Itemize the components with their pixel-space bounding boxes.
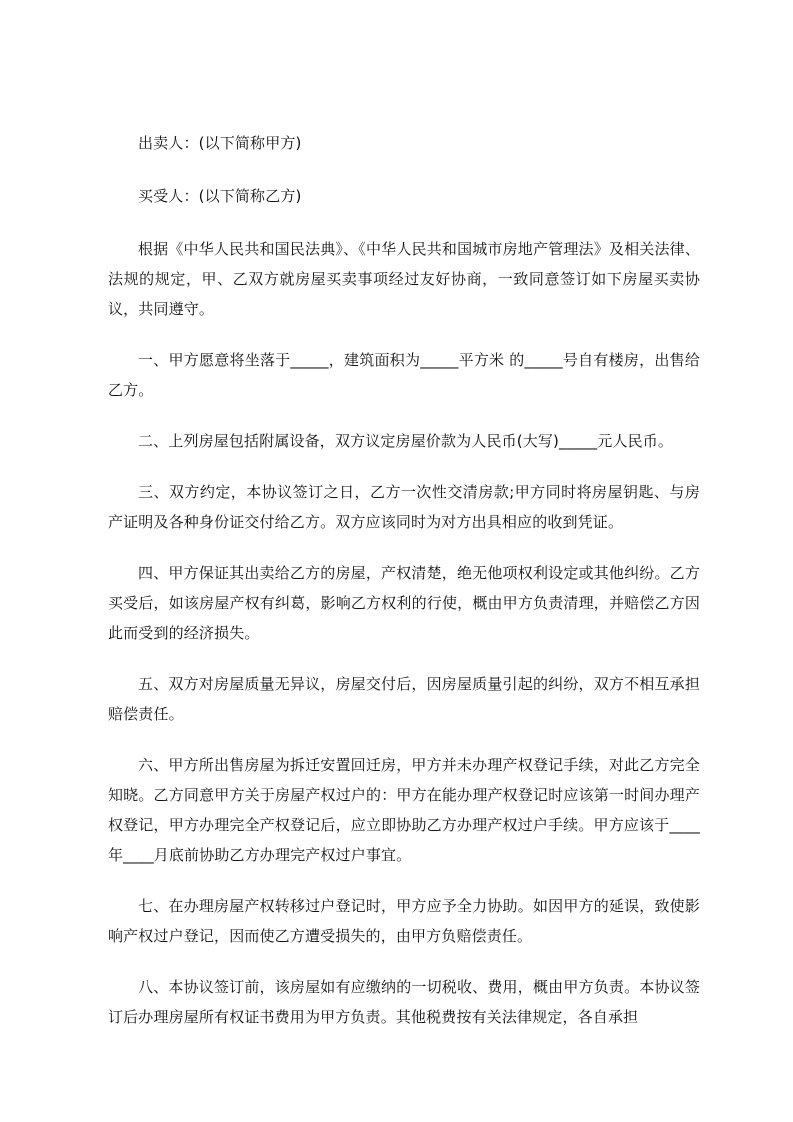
clause-5: 五、双方对房屋质量无异议，房屋交付后，因房屋质量引起的纠纷，双方不相互承担赔偿责任。	[108, 675, 700, 723]
clause-2: 二、上列房屋包括附属设备，双方议定房屋价款为人民币(大写)_____元人民币。	[138, 432, 674, 450]
buyer-line: 买受人：(以下简称乙方)	[138, 187, 302, 205]
intro-paragraph: 根据《中华人民共和国民法典》、《中华人民共和国城市房地产管理法》及相关法律、法规的规定，甲、乙双方就房屋买卖事项经过友好协商，一致同意签订如下房屋买卖协议，共同遵守。	[108, 240, 700, 318]
clause-1: 一、甲方愿意将坐落于_____，建筑面积为_____平方米 的_____号自有楼房，出售给乙方。	[108, 351, 700, 399]
clause-7: 七、在办理房屋产权转移过户登记时，甲方应予全力协助。如因甲方的延误，致使影响产权过户登记，因而使乙方遭受损失的，由甲方负赔偿责任。	[108, 897, 700, 945]
clause-8: 八、本协议签订前，该房屋如有应缴纳的一切税收、费用，概由甲方负责。本协议签订后办理房屋所有权证书费用为甲方负责。其他税费按有关法律规定，各自承担	[108, 978, 700, 1026]
seller-line: 出卖人：(以下简称甲方)	[138, 134, 302, 152]
document-body	[108, 128, 700, 1053]
clause-6: 六、甲方所出售房屋为拆迁安置回迁房，甲方并未办理产权登记手续，对此乙方完全知晓。乙方同意甲方关于房屋产权过户的：甲方在能办理产权登记时应该第一时间办理产权登记，甲方办理完全产权登记后，应立即协助乙方办理产权过户手续。甲方应该于____年____月底前协助乙方办理完产权过户事宜。	[108, 756, 700, 864]
clause-3: 三、双方约定，本协议签订之日，乙方一次性交清房款;甲方同时将房屋钥匙、与房产证明及各种身份证交付给乙方。双方应该同时为对方出具相应的收到凭证。	[108, 483, 700, 531]
clause-4: 四、甲方保证其出卖给乙方的房屋，产权清楚，绝无他项权利设定或其他纠纷。乙方买受后，如该房屋产权有纠葛，影响乙方权利的行使，概由甲方负责清理，并赔偿乙方因此而受到的经济损失。	[108, 564, 700, 642]
